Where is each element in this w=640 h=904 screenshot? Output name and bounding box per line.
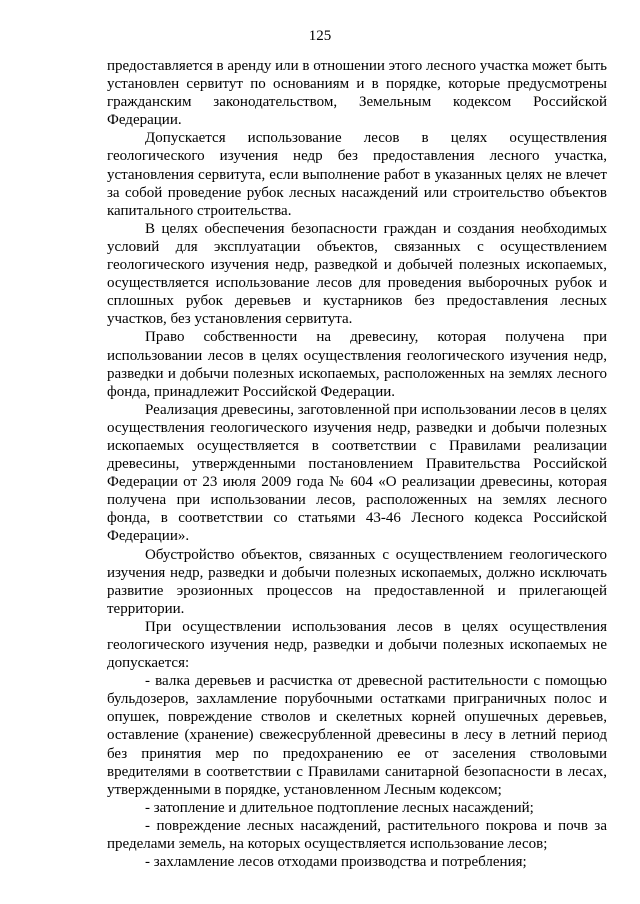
list-item: - захламление лесов отходами производства и потребления;: [145, 854, 527, 871]
paragraph: Право собственности на древесину, которая получена при использовании лесов в целях осуществления геологического изучения недр, разведки и добычи полезных ископаемых, расположенных на землях лесного фонда, принадлежит Российской Федерации.: [107, 329, 607, 400]
list-item: - повреждение лесных насаждений, растительного покрова и почв за пределами земель, на которых осуществляется использование лесов;: [107, 817, 607, 853]
paragraph: предоставляется в аренду или в отношении этого лесного участка может быть установлен сервитут по основаниям и в порядке, которые предусмотрены гражданским законодательством, Земельным кодексом Российской Федерации.: [107, 58, 607, 129]
paragraph: Реализация древесины, заготовленной при использовании лесов в целях осуществления геологического изучения недр, разведки и добычи полезных ископаемых осуществляется в соответствии с Правилами реализации древесины, утвержденными постановлением Правительства Российской Федерации от 23 июля 2009 года № 604 «О реализации древесины, которая получена при использовании лесов, расположенных на землях лесного фонда, в соответствии со статьями 43-46 Лесного кодекса Российской Федерации».: [107, 401, 607, 545]
list-item: - затопление и длительное подтопление лесных насаждений;: [145, 799, 534, 816]
paragraph: В целях обеспечения безопасности граждан и создания необходимых условий для эксплуатации объектов, связанных с осуществлением геологического изучения недр, разведкой и добычей полезных ископаемых, осуществляется использование лесов для проведения выборочных рубок и сплошных рубок деревьев и кустарников без предоставления лесных участков, без установления сервитута.: [107, 220, 607, 328]
page-number: 125: [308, 28, 332, 44]
page-body: [107, 57, 607, 871]
paragraph: Допускается использование лесов в целях осуществления геологического изучения недр без предоставления лесного участка, установления сервитута, если выполнение работ в указанных целях не влечет за собой проведение рубок лесных насаждений или строительство объектов капитального строительства.: [107, 130, 607, 219]
list-item: - валка деревьев и расчистка от древесной растительности с помощью бульдозеров, захламление порубочными остатками приграничных полос и опушек, повреждение стволов и скелетных корней опушечных деревьев, оставление (хранение) свежесрубленной древесины в лесу в летний период без принятия мер по предохранению ее от заселения стволовыми вредителями в соответствии с Правилами санитарной безопасности в лесах, утвержденными в порядке, установленном Лесным кодексом;: [107, 673, 607, 798]
paragraph: При осуществлении использования лесов в целях осуществления геологического изучения недр, разведки и добычи полезных ископаемых не допускается:: [107, 618, 607, 672]
paragraph: Обустройство объектов, связанных с осуществлением геологического изучения недр, разведки и добычи полезных ископаемых, должно исключать развитие эрозионных процессов на предоставленной и прилегающей территории.: [107, 546, 607, 617]
